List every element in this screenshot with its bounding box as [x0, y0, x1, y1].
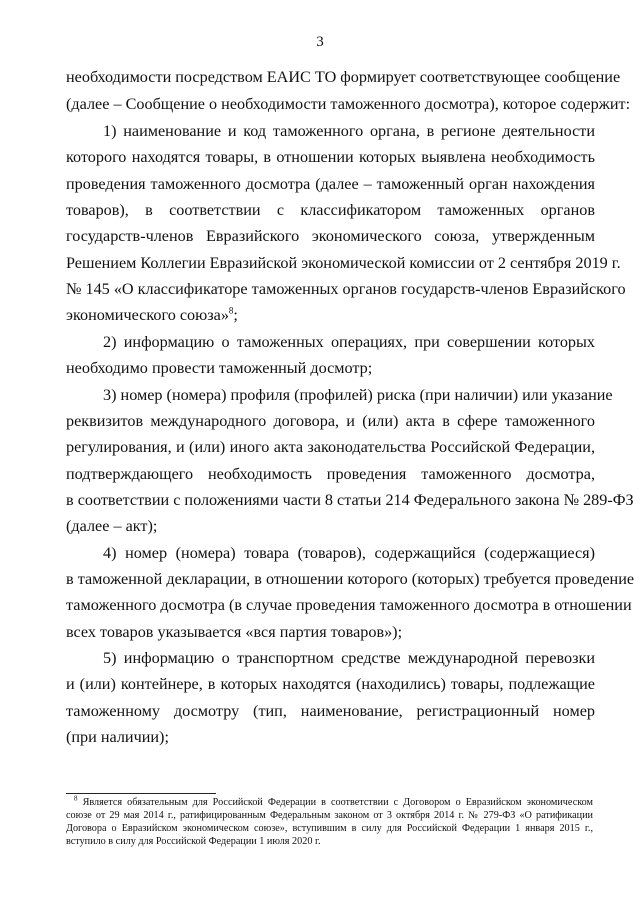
list-item-4-line: 4) номер (номера) товара (товаров), содержащийся (содержащиеся) [103, 544, 595, 562]
footnote-line: союзе от 29 мая 2014 г., ратифицированным Федеральным законом от 3 октября 2014 г. № 279-ФЗ «О ратификации [66, 810, 593, 821]
body-line: таможенного досмотра (в случае проведения таможенного досмотра в отношении [66, 596, 632, 614]
footnote-line: вступило в силу для Российской Федерации 1 июля 2020 г. [66, 836, 321, 847]
list-item-2-line: 2) информацию о таможенных операциях, при совершении которых [103, 333, 595, 351]
body-line: регулирования, и (или) иного акта законодательства Российской Федерации, [66, 438, 595, 456]
body-line: Решением Коллегии Евразийской экономической комиссии от 2 сентября 2019 г. [66, 254, 621, 272]
body-line: в таможенной декларации, в отношении которого (которых) требуется проведение [66, 570, 635, 588]
body-line: которого находятся товары, в отношении которых выявлена необходимость [66, 148, 595, 166]
body-line: в соответствии с положениями части 8 статьи 214 Федерального закона № 289-ФЗ [66, 491, 634, 509]
body-line: необходимо провести таможенный досмотр; [66, 359, 373, 377]
body-line: подтверждающего необходимость проведения таможенного досмотра, [66, 465, 595, 483]
footnote-marker: 8 [74, 794, 78, 803]
footnote-reference[interactable]: 8 [228, 305, 234, 316]
list-item-5-line: 5) информацию о транспортном средстве международной перевозки [103, 649, 595, 667]
page-number: 3 [316, 34, 324, 50]
footnote-line: Договора о Евразийском экономическом союзе», вступившим в силу для Российской Федерации 1 января 2015 г., [66, 823, 593, 834]
body-text: экономического союза» [66, 306, 229, 324]
footnote-line [74, 796, 593, 809]
body-line: реквизитов международного договора, и (или) акта в сфере таможенного [66, 412, 595, 430]
body-line: необходимости посредством ЕАИС ТО формирует соответствующее сообщение [66, 68, 621, 86]
footnote-text: Является обязательным для Российской Федерации в соответствии с Договором о Евразийском экономическом [82, 797, 593, 808]
body-line: (далее – Сообщение о необходимости таможенного досмотра), которое содержит: [66, 95, 631, 113]
list-item-3-line: 3) номер (номера) профиля (профилей) риска (при наличии) или указание [103, 386, 613, 404]
body-line: и (или) контейнере, в которых находятся (находились) товары, подлежащие [66, 675, 595, 693]
footnote-divider [66, 793, 216, 794]
body-line: всех товаров указывается «вся партия товаров»); [66, 623, 403, 641]
body-line: государств-членов Евразийского экономического союза, утвержденным [66, 227, 595, 245]
body-line: товаров), в соответствии с классификатором таможенных органов [66, 201, 595, 219]
list-item-1-line: 1) наименование и код таможенного органа, в регионе деятельности [103, 122, 595, 140]
body-line [66, 305, 595, 325]
body-line: (далее – акт); [66, 517, 158, 535]
body-line: проведения таможенного досмотра (далее – таможенный орган нахождения [66, 175, 595, 193]
body-line: № 145 «О классификаторе таможенных органов государств-членов Евразийского [66, 280, 626, 298]
footnote-reference-suffix: ; [233, 306, 238, 324]
body-line: (при наличии); [66, 728, 169, 746]
body-line: таможенному досмотру (тип, наименование, регистрационный номер [66, 702, 595, 720]
